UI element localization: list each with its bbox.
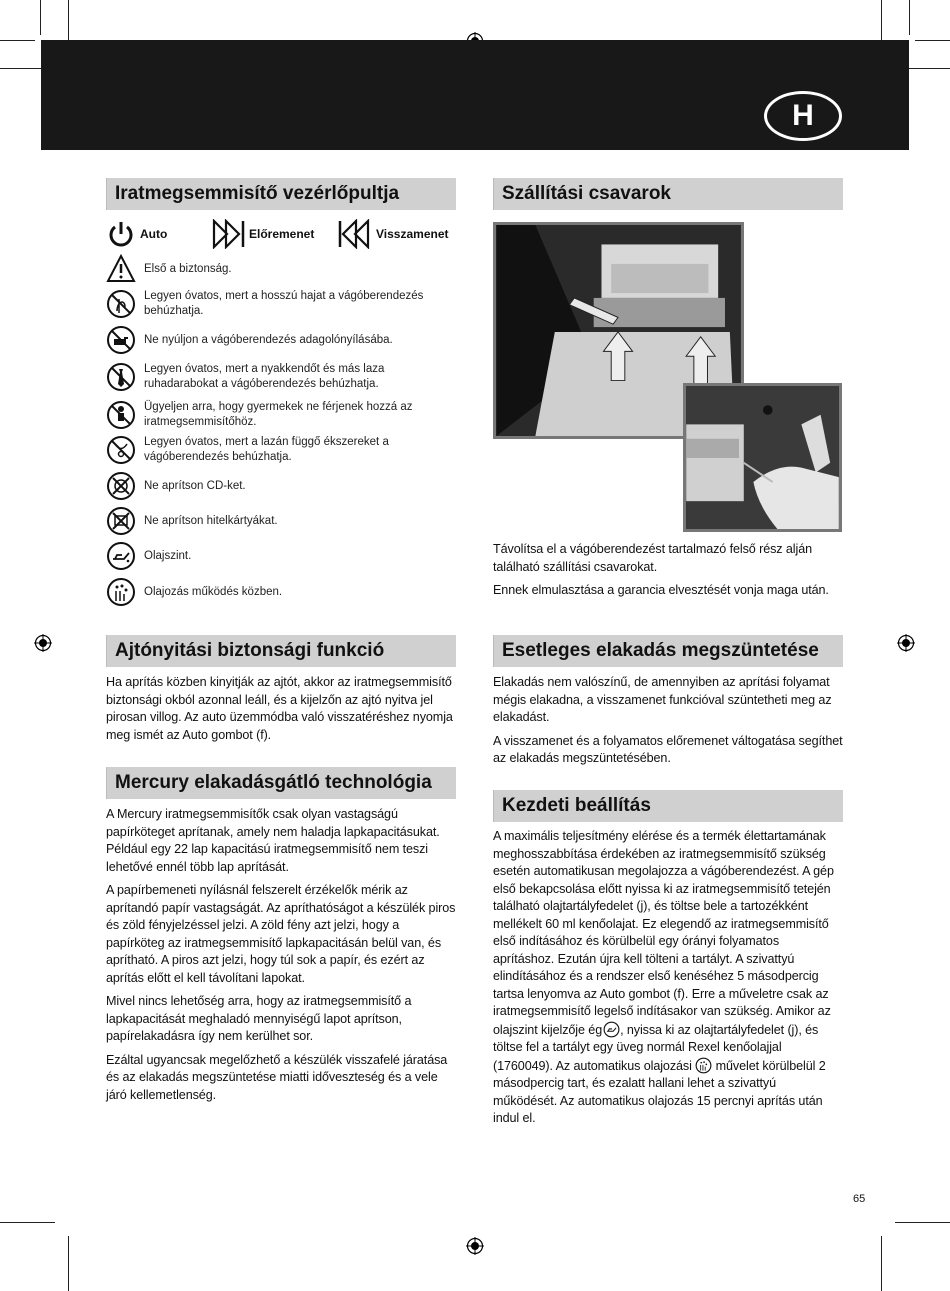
door-safety-text — [106, 674, 456, 750]
section-title: Mercury elakadásgátló technológia — [115, 772, 432, 793]
warning-text: Ne aprítson CD-ket. — [144, 479, 246, 492]
paragraph: Ezáltal ugyancsak megelőzhető a készülék visszafelé járatása és az elakadás megszüntetése miatti időveszteség és a vele járó kellemetlenség. — [106, 1052, 448, 1102]
crop-mark — [895, 1222, 950, 1223]
paragraph: Ennek elmulasztása a garancia elvesztését vonja maga után. — [493, 583, 829, 597]
crop-mark — [68, 1236, 69, 1291]
paragraph: A Mercury iratmegsemmisítők csak olyan vastagságú papírköteget aprítanak, amely nem haladja lapkapacitásukat. Például egy 22 lap kapacitású iratmegsemmisítő nem teszi lehetővé ennél több lap aprítását. — [106, 807, 440, 874]
warning-item — [106, 470, 456, 502]
section-header-mercury — [106, 767, 456, 799]
warning-text: Legyen óvatos, mert a hosszú hajat a vágóberendezés behúzhatja. — [144, 290, 424, 317]
warning-item — [106, 398, 456, 432]
oil-level-icon — [603, 1021, 620, 1038]
warning-text: Legyen óvatos, mert a nyakkendőt és más laza ruhadarabokat a vágóberendezés behúzhatja. — [144, 363, 385, 390]
section-title: Iratmegsemmisítő vezérlőpultja — [115, 183, 400, 204]
registration-mark-icon — [466, 1237, 484, 1255]
mercury-text — [106, 806, 456, 1110]
no-jewelry-icon — [106, 435, 136, 465]
warning-item — [106, 324, 456, 356]
language-badge: H — [764, 91, 842, 141]
paragraph — [493, 828, 843, 1128]
warning-item — [106, 253, 456, 285]
transport-screws-text — [493, 541, 843, 606]
warning-text: Olajszint. — [144, 549, 192, 562]
section-header-transport-screws — [493, 178, 843, 210]
paragraph: A visszamenet és a folyamatos előremenet váltogatása segíthet az elakadás megszüntetésében. — [493, 733, 843, 765]
no-children-icon — [106, 400, 136, 430]
warning-text: Ne nyúljon a vágóberendezés adagolónyílásába. — [144, 333, 393, 346]
control-label-auto: Auto — [140, 227, 168, 241]
no-tie-icon — [106, 362, 136, 392]
paragraph: Elakadás nem valószínű, de amennyiben az aprítási folyamat mégis elakadna, a visszamenet funkcióval szüntetheti meg az elakadást. — [493, 675, 832, 724]
paragraph: Mivel nincs lehetőség arra, hogy az iratmegsemmisítő a lapkapacitását meghaladó mennyiségű lapot aprítson, papírelakadásra így nem kerülhet sor. — [106, 994, 412, 1043]
warning-triangle-icon — [106, 254, 136, 284]
section-header-jam-removal — [493, 635, 843, 667]
screw-removal-photo — [683, 383, 842, 532]
section-title: Esetleges elakadás megszüntetése — [502, 640, 819, 661]
paragraph-part: , nyissa ki az olajtartályfedelet (j), és töltse fel a tartályt egy üveg normál Rexel kenőolajjal (1760049). Az automatikus olajozási — [493, 1022, 819, 1073]
section-header-control-panel — [106, 178, 456, 210]
warning-item — [106, 576, 456, 608]
oiling-icon — [695, 1057, 712, 1074]
section-header-initial-setup — [493, 790, 843, 822]
paragraph-part: A maximális teljesítmény elérése és a termék élettartamának meghosszabbítása érdekében az iratmegsemmisítő szükség esetén automatikusan megolajozza a vágóberendezést. A gép első bekapcsolása előtt nyissa ki az iratmegsemmisítő tetején található olajtartályfedelet (j), és töltse bele a tartozékként mellékelt 60 ml kenőolajat. Ez elegendő az iratmegsemmisítő első indításához és körülbelül egy órányi folyamatos aprításhoz. Ezután újra kell tölteni a tartályt. A szivattyú elindításához és a rendszer első kenéséhez 5 másodpercig tartsa lenyomva az Auto gombot (f). Erre a műveletre csak az iratmegsemmisítő legelső indításakor van szükség. Amikor az olajszint kijelzője ég — [493, 829, 834, 1037]
jam-removal-text — [493, 674, 843, 774]
paragraph: Ha aprítás közben kinyitják az ajtót, akkor az iratmegsemmisítő biztonsági okból azonnal leáll, és a kijelzőn az ajtó nyitva jel pirosan villog. Az auto üzemmódba való visszatéréshez nyomja meg ismét az Auto gombot (f). — [106, 675, 453, 742]
control-label-forward: Előremenet — [249, 227, 315, 241]
control-label-reverse: Visszamenet — [376, 227, 449, 241]
section-title: Szállítási csavarok — [502, 183, 671, 204]
forward-icon — [212, 219, 246, 249]
crop-mark — [915, 40, 950, 41]
section-title: Ajtónyitási biztonsági funkció — [115, 640, 385, 661]
warning-text: Olajozás működés közben. — [144, 585, 283, 598]
paragraph-part: művelet körülbelül 2 másodpercig tart, és ezalatt hallani lehet a szivattyú működését. Az automatikus olajozás 15 percnyi aprítás után indul el. — [493, 1058, 826, 1125]
paragraph: A papírbemeneti nyílásnál felszerelt érzékelők mérik az aprítandó papír vastagságát. Az apríthatóságot a készülék piros és zöld fényjelzéssel jelzi. A zöld fény azt jelzi, hogy a papírköteg az iratmegsemmisítő lapkapacitásán belül van, és aprítható. A piros azt jelzi, hogy túl sok a papír, és ezért az aprítás előtt el kell távolítani lapokat. — [106, 883, 456, 985]
no-credit-card-icon — [106, 506, 136, 536]
power-icon — [107, 219, 135, 249]
registration-mark-icon — [897, 634, 915, 652]
page-number: 65 — [853, 1193, 866, 1205]
warning-item — [106, 360, 456, 394]
crop-mark — [40, 0, 41, 35]
crop-mark — [909, 0, 910, 35]
crop-mark — [881, 1236, 882, 1291]
no-cd-icon — [106, 471, 136, 501]
initial-setup-text — [493, 828, 843, 1134]
registration-mark-icon — [34, 634, 52, 652]
section-title: Kezdeti beállítás — [502, 795, 651, 816]
reverse-icon — [337, 219, 371, 249]
crop-mark — [0, 40, 35, 41]
warning-text: Ügyeljen arra, hogy gyermekek ne férjenek hozzá az iratmegsemmisítőhöz. — [144, 401, 413, 428]
paragraph: Távolítsa el a vágóberendezést tartalmazó felső rész alján található szállítási csavarokat. — [493, 542, 813, 574]
warning-item — [106, 540, 456, 572]
warning-text: Legyen óvatos, mert a lazán függő ékszereket a vágóberendezés behúzhatja. — [144, 436, 389, 463]
warning-item — [106, 433, 456, 467]
oil-level-icon — [106, 541, 136, 571]
warning-text: Ne aprítson hitelkártyákat. — [144, 514, 278, 527]
warning-item — [106, 287, 456, 321]
no-long-hair-icon — [106, 289, 136, 319]
section-header-door-safety — [106, 635, 456, 667]
no-hands-icon — [106, 325, 136, 355]
crop-mark — [0, 1222, 55, 1223]
warning-text: Első a biztonság. — [144, 262, 232, 275]
warning-item — [106, 505, 456, 537]
oiling-icon — [106, 577, 136, 607]
